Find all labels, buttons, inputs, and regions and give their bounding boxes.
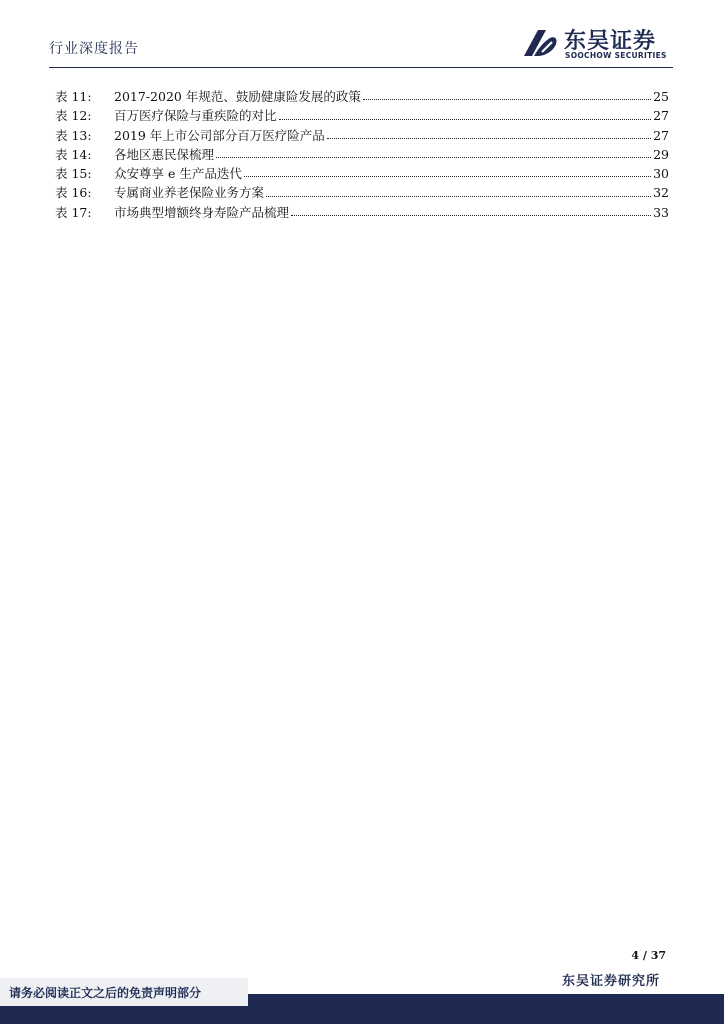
toc-dot-leader [279,118,652,120]
company-logo [520,26,672,62]
toc-entry-label: 表 15: [55,166,92,182]
toc-entry-page: 25 [653,89,669,104]
toc-entry[interactable] [55,106,669,125]
toc-entry[interactable] [55,145,669,164]
toc-entry-label: 表 11: [55,89,92,104]
toc-entry[interactable] [55,164,669,183]
toc-entry-title: 众安尊享 e 生产品迭代 [114,166,242,182]
toc-dot-leader [266,195,651,197]
toc-dot-leader [216,156,651,158]
toc-entry[interactable] [55,203,669,222]
disclaimer-text: 请务必阅读正文之后的免责声明部分 [9,986,202,1000]
toc-entry-label: 表 13: [55,127,92,143]
soochow-logo-icon [520,26,560,60]
toc-entry-label: 表 14: [55,146,92,162]
logo-english-name: SOOCHOW SECURITIES [565,51,667,60]
toc-entry-title: 2019 年上市公司部分百万医疗险产品 [114,127,325,143]
toc-dot-leader [244,175,651,177]
toc-entry-page: 27 [653,108,669,124]
toc-dot-leader [363,98,651,100]
toc-entry-title: 各地区惠民保梳理 [114,146,215,162]
table-of-contents [55,87,669,222]
toc-entry-title: 市场典型增额终身寿险产品梳理 [114,204,290,220]
toc-dot-leader [291,214,651,216]
toc-entry-title: 2017-2020 年规范、鼓励健康险发展的政策 [114,89,361,104]
institute-name: 东吴证券研究所 [561,974,660,989]
logo-chinese-name: 东吴证券 [564,29,657,54]
toc-entry-title: 专属商业养老保险业务方案 [114,185,265,201]
toc-entry-label: 表 12: [55,108,92,124]
toc-entry-page: 32 [653,185,669,201]
toc-entry-page: 30 [653,166,669,182]
toc-entry[interactable] [55,183,669,202]
toc-entry[interactable] [55,87,669,106]
header-divider [49,67,673,68]
report-type-label: 行业深度报告 [49,41,139,57]
toc-entry-label: 表 17: [55,204,92,220]
toc-entry[interactable] [55,126,669,145]
page-number: 4 / 37 [631,949,666,962]
toc-entry-label: 表 16: [55,185,92,201]
toc-entry-title: 百万医疗保险与重疾险的对比 [114,108,277,124]
toc-entry-page: 33 [653,204,669,220]
toc-entry-page: 27 [653,127,669,143]
disclaimer-box [0,978,248,1006]
toc-entry-page: 29 [653,146,669,162]
toc-dot-leader [327,137,651,139]
